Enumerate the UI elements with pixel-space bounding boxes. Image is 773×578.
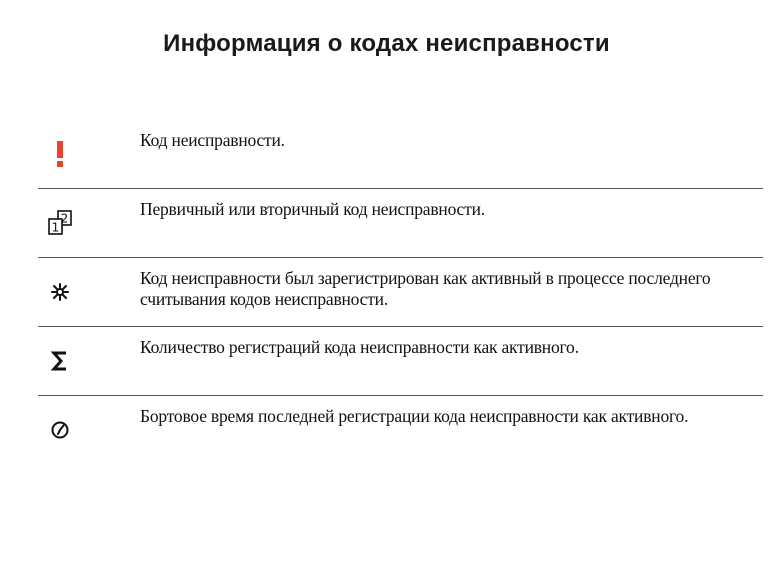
table-row — [38, 396, 763, 464]
clock-icon — [38, 410, 82, 450]
snowflake-icon — [38, 272, 82, 312]
svg-text:1: 1 — [51, 220, 60, 235]
sigma-icon — [38, 341, 82, 381]
page-title: Информация о кодах неисправности — [163, 30, 610, 57]
svg-text:2: 2 — [60, 211, 69, 226]
table-row — [38, 189, 763, 258]
table-row — [38, 258, 763, 327]
row-description: Код неисправности. — [140, 130, 285, 150]
exclamation-icon — [38, 134, 82, 174]
legend-table — [38, 120, 763, 464]
table-row — [38, 120, 763, 189]
primary-secondary-icon — [38, 203, 82, 243]
row-description: Первичный или вторичный код неисправности. — [140, 199, 485, 219]
row-description: Количество регистраций кода неисправности как активного. — [140, 337, 579, 357]
row-description: Бортовое время последней регистрации кода неисправности как активного. — [140, 406, 689, 426]
table-row — [38, 327, 763, 396]
row-description: Код неисправности был зарегистрирован как активный в процессе последнего считывания кодов неисправности. — [140, 268, 711, 309]
